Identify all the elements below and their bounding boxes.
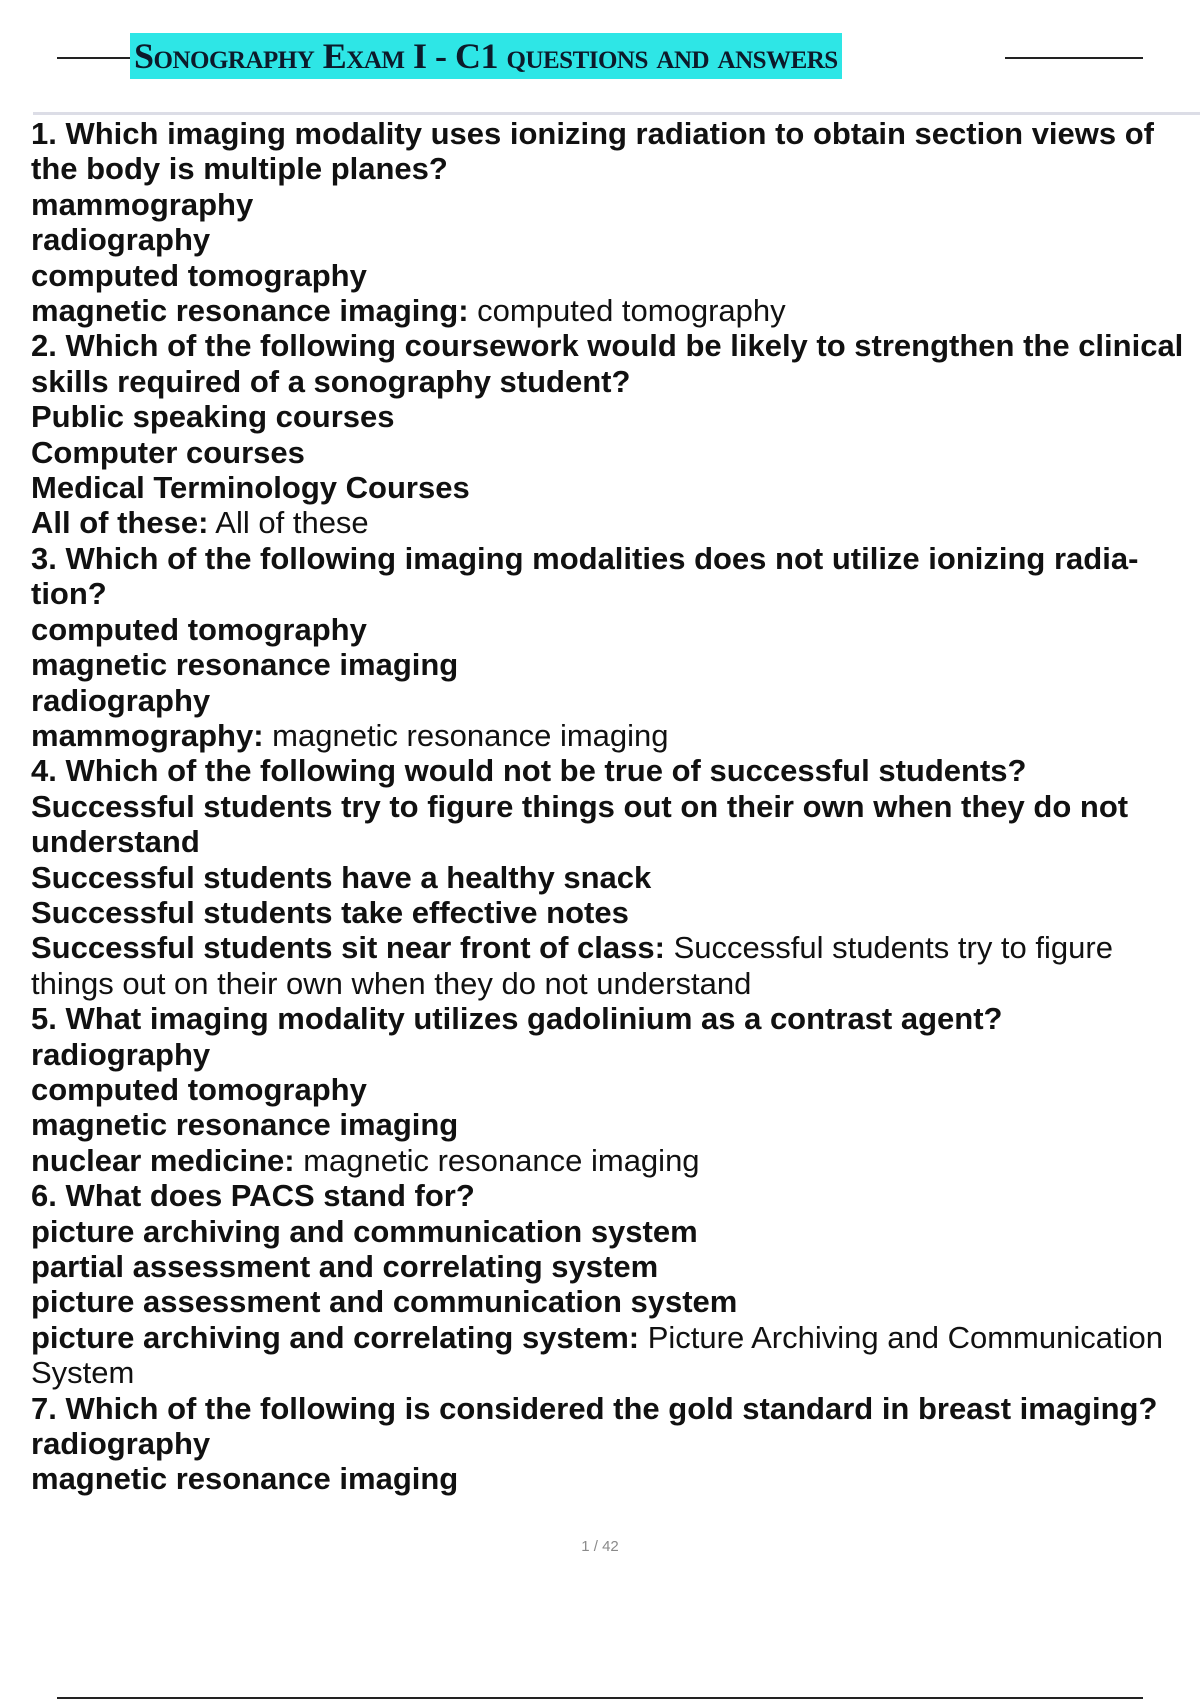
- text-line: All of these: All of these: [31, 505, 369, 541]
- title-rule-right: [1005, 57, 1143, 59]
- text-line: radiography: [31, 682, 211, 718]
- text-line: things out on their own when they do not understand: [31, 965, 752, 1001]
- text-line: computed tomography: [31, 611, 367, 647]
- text-line: radiography: [31, 1036, 211, 1072]
- text-line: 1. Which imaging modality uses ionizing radiation to obtain section views of: [31, 116, 1155, 151]
- text-line: magnetic resonance imaging: computed tomography: [31, 293, 786, 329]
- text-line: picture assessment and communication system: [31, 1284, 738, 1320]
- text-line: 6. What does PACS stand for?: [31, 1178, 475, 1214]
- text-line: Medical Terminology Courses: [31, 470, 470, 506]
- page-number: 1 / 42: [581, 1538, 619, 1555]
- text-line: computed tomography: [31, 1071, 367, 1107]
- text-line: understand: [31, 824, 200, 860]
- text-line: picture archiving and communication system: [31, 1213, 698, 1249]
- text-line: computed tomography: [31, 257, 367, 293]
- title-rule-left: [57, 57, 133, 59]
- text-line: 3. Which of the following imaging modalities does not utilize ionizing radia-: [31, 540, 1139, 576]
- text-line: the body is multiple planes?: [31, 151, 448, 187]
- text-line: mammography: [31, 186, 254, 222]
- document-title: Sonography Exam I - C1 questions and answers: [130, 33, 842, 79]
- text-line: mammography: magnetic resonance imaging: [31, 717, 669, 753]
- text-line: magnetic resonance imaging: [31, 1461, 459, 1497]
- text-line: Successful students take effective notes: [31, 894, 629, 930]
- text-line: 2. Which of the following coursework would be likely to strengthen the clinical: [31, 328, 1184, 364]
- text-line: partial assessment and correlating system: [31, 1249, 659, 1284]
- text-line: magnetic resonance imaging: [31, 647, 459, 683]
- bottom-divider: [57, 1697, 1143, 1699]
- text-line: picture archiving and correlating system: Picture Archiving and Communication: [31, 1319, 1163, 1355]
- qa-content: [31, 116, 1200, 1497]
- text-line: 7. Which of the following is considered the gold standard in breast imaging?: [31, 1390, 1158, 1426]
- text-line: nuclear medicine: magnetic resonance imaging: [31, 1142, 700, 1178]
- text-line: radiography: [31, 222, 211, 258]
- text-line: magnetic resonance imaging: [31, 1107, 459, 1143]
- text-line: Computer courses: [31, 434, 305, 470]
- text-line: Successful students try to figure things out on their own when they do not: [31, 788, 1129, 824]
- title-banner: [57, 30, 1143, 82]
- text-line: tion?: [31, 576, 107, 612]
- text-line: 5. What imaging modality utilizes gadolinium as a contrast agent?: [31, 1001, 1003, 1037]
- text-line: skills required of a sonography student?: [31, 363, 631, 399]
- text-line: radiography: [31, 1426, 211, 1462]
- text-line: 4. Which of the following would not be true of successful students?: [31, 753, 1027, 789]
- text-line: Successful students sit near front of class: Successful students try to figure: [31, 930, 1113, 966]
- text-line: System: [31, 1355, 135, 1391]
- text-line: Successful students have a healthy snack: [31, 859, 652, 895]
- text-line: Public speaking courses: [31, 399, 395, 435]
- header-divider: [33, 112, 1200, 115]
